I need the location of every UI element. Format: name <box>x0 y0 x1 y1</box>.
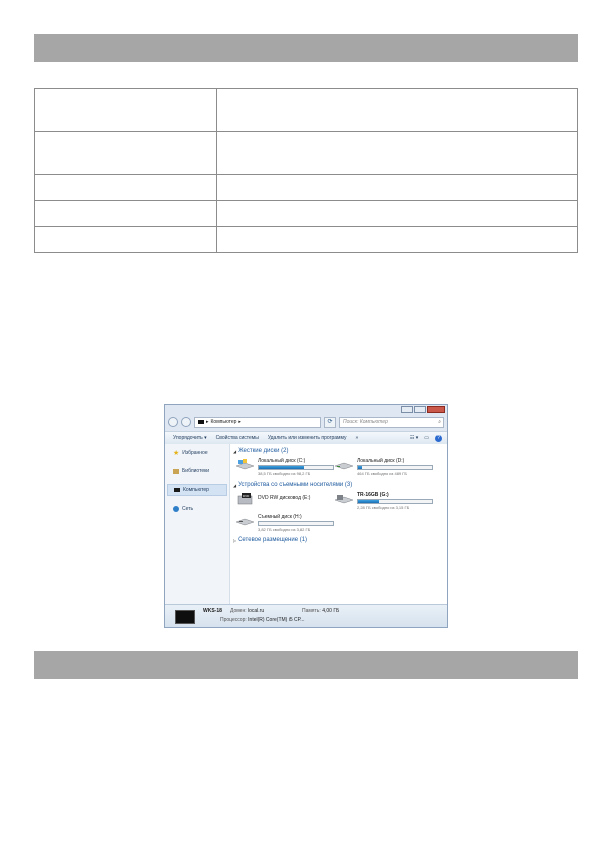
chevron-right-icon: ▸ <box>238 419 241 425</box>
library-icon <box>173 469 179 474</box>
view-options-icon[interactable]: ☷ ▾ <box>409 435 419 441</box>
table-cell <box>217 132 578 175</box>
drive-free-space: 3,82 ГБ свободно из 3,82 ГБ <box>258 527 311 532</box>
section-network-locations[interactable] <box>233 537 307 543</box>
table-row <box>35 89 578 132</box>
svg-text:DVD: DVD <box>243 494 250 498</box>
section-header-bar-top <box>34 34 578 62</box>
drive-name: TR-16GB (G:) <box>357 492 389 498</box>
forward-button[interactable] <box>181 417 191 427</box>
drive-item[interactable] <box>235 458 334 476</box>
drive-usage-bar <box>258 521 334 526</box>
domain-value: local.ru <box>247 608 265 614</box>
maximize-button[interactable] <box>414 406 426 413</box>
section-hard-drives[interactable] <box>233 448 288 454</box>
network-icon <box>173 506 179 512</box>
drive-name: Съемный диск (H:) <box>258 514 302 520</box>
nav-item-favorites[interactable] <box>165 448 229 458</box>
section-removable[interactable] <box>233 482 352 488</box>
drive-free-space: 2,28 ГБ свободно из 3,15 ГБ <box>357 505 410 510</box>
search-icon: ⌕ <box>438 419 441 425</box>
cpu-info <box>220 617 304 623</box>
windows-drive-icon <box>235 458 255 470</box>
drive-usage-fill <box>259 466 304 469</box>
help-icon[interactable]: ? <box>435 435 442 442</box>
table-cell <box>217 89 578 132</box>
table-cell <box>217 201 578 227</box>
search-placeholder: Поиск: Компьютер <box>343 419 388 425</box>
table-row <box>35 201 578 227</box>
dvd-drive-icon <box>235 492 255 508</box>
spec-table <box>34 88 578 253</box>
drive-name: Локальный диск (D:) <box>357 458 405 464</box>
drive-item[interactable] <box>334 492 433 510</box>
hard-drive-icon <box>334 458 354 470</box>
cpu-value: Intel(R) Core(TM) i5 CP... <box>248 617 305 623</box>
drive-item[interactable] <box>235 514 334 532</box>
more-commands-button[interactable]: » <box>355 435 359 441</box>
computer-icon <box>174 488 180 492</box>
section-header-bar-bottom <box>34 651 578 679</box>
domain-info <box>230 608 264 614</box>
close-button[interactable] <box>427 406 445 413</box>
drive-item[interactable] <box>235 492 310 508</box>
drive-free-space: 464 ГБ свободно из 489 ГБ <box>357 471 408 476</box>
nav-item-libraries[interactable] <box>165 466 229 476</box>
drive-usage-bar <box>357 465 433 470</box>
table-cell <box>35 201 217 227</box>
domain-label: Домен: <box>230 608 247 614</box>
refresh-button[interactable]: ⟳ <box>324 417 336 428</box>
drive-name: Локальный диск (C:) <box>258 458 306 464</box>
usb-drive-icon <box>334 492 354 504</box>
drive-item[interactable] <box>334 458 433 476</box>
search-input[interactable] <box>339 417 444 428</box>
table-cell <box>35 132 217 175</box>
explorer-window-screenshot <box>164 404 448 628</box>
table-row <box>35 175 578 201</box>
nav-item-computer[interactable] <box>167 484 227 496</box>
computer-monitor-icon <box>175 610 195 624</box>
nav-item-network[interactable] <box>165 504 229 514</box>
minimize-button[interactable] <box>401 406 413 413</box>
cpu-label: Процессор: <box>220 617 247 623</box>
back-button[interactable] <box>168 417 178 427</box>
drive-usage-fill <box>358 500 379 503</box>
table-cell <box>217 227 578 253</box>
collapse-triangle-icon: ◢ <box>233 448 237 454</box>
uninstall-program-button[interactable]: Удалить или изменить программу <box>267 435 347 441</box>
navigation-row <box>168 416 444 428</box>
details-pane <box>165 604 447 627</box>
drive-usage-fill <box>358 466 362 469</box>
system-properties-button[interactable]: Свойства системы <box>215 435 259 441</box>
drive-usage-bar <box>258 465 334 470</box>
address-bar[interactable] <box>194 417 321 428</box>
section-title: Жесткие диски (2) <box>238 448 289 454</box>
nav-item-label: Компьютер <box>183 487 209 493</box>
table-cell <box>217 175 578 201</box>
drive-free-space: 38,5 ГБ свободно из 98,2 ГБ <box>258 471 311 476</box>
table-row <box>35 227 578 253</box>
preview-pane-icon[interactable]: ▭ <box>424 435 429 441</box>
computer-icon <box>198 420 204 424</box>
expand-triangle-icon: ▷ <box>233 537 237 543</box>
window-controls <box>401 406 445 413</box>
memory-info <box>302 608 339 614</box>
table-row <box>35 132 578 175</box>
chevron-right-icon: ▸ <box>206 419 209 425</box>
address-label: Компьютер <box>210 419 237 425</box>
table-cell <box>35 227 217 253</box>
nav-item-label: Избранное <box>182 450 208 456</box>
nav-item-label: Библиотеки <box>182 468 210 474</box>
section-title: Устройства со съемными носителями (3) <box>238 482 353 488</box>
drive-name: DVD RW дисковод (E:) <box>258 495 311 501</box>
nav-item-label: Сеть <box>182 506 194 512</box>
star-icon: ★ <box>173 450 180 457</box>
table-cell <box>35 175 217 201</box>
command-bar <box>165 431 447 445</box>
section-title: Сетевое размещение (1) <box>238 537 308 543</box>
memory-value: 4,00 ГБ <box>322 608 340 614</box>
organize-button[interactable]: Упорядочить ▾ <box>173 435 207 441</box>
table-cell <box>35 89 217 132</box>
removable-drive-icon <box>235 514 255 526</box>
memory-label: Память: <box>302 608 321 614</box>
drive-usage-bar <box>357 499 433 504</box>
content-pane <box>230 444 447 605</box>
navigation-pane <box>165 444 230 605</box>
computer-name: WKS-18 <box>203 608 222 614</box>
collapse-triangle-icon: ◢ <box>233 482 237 488</box>
